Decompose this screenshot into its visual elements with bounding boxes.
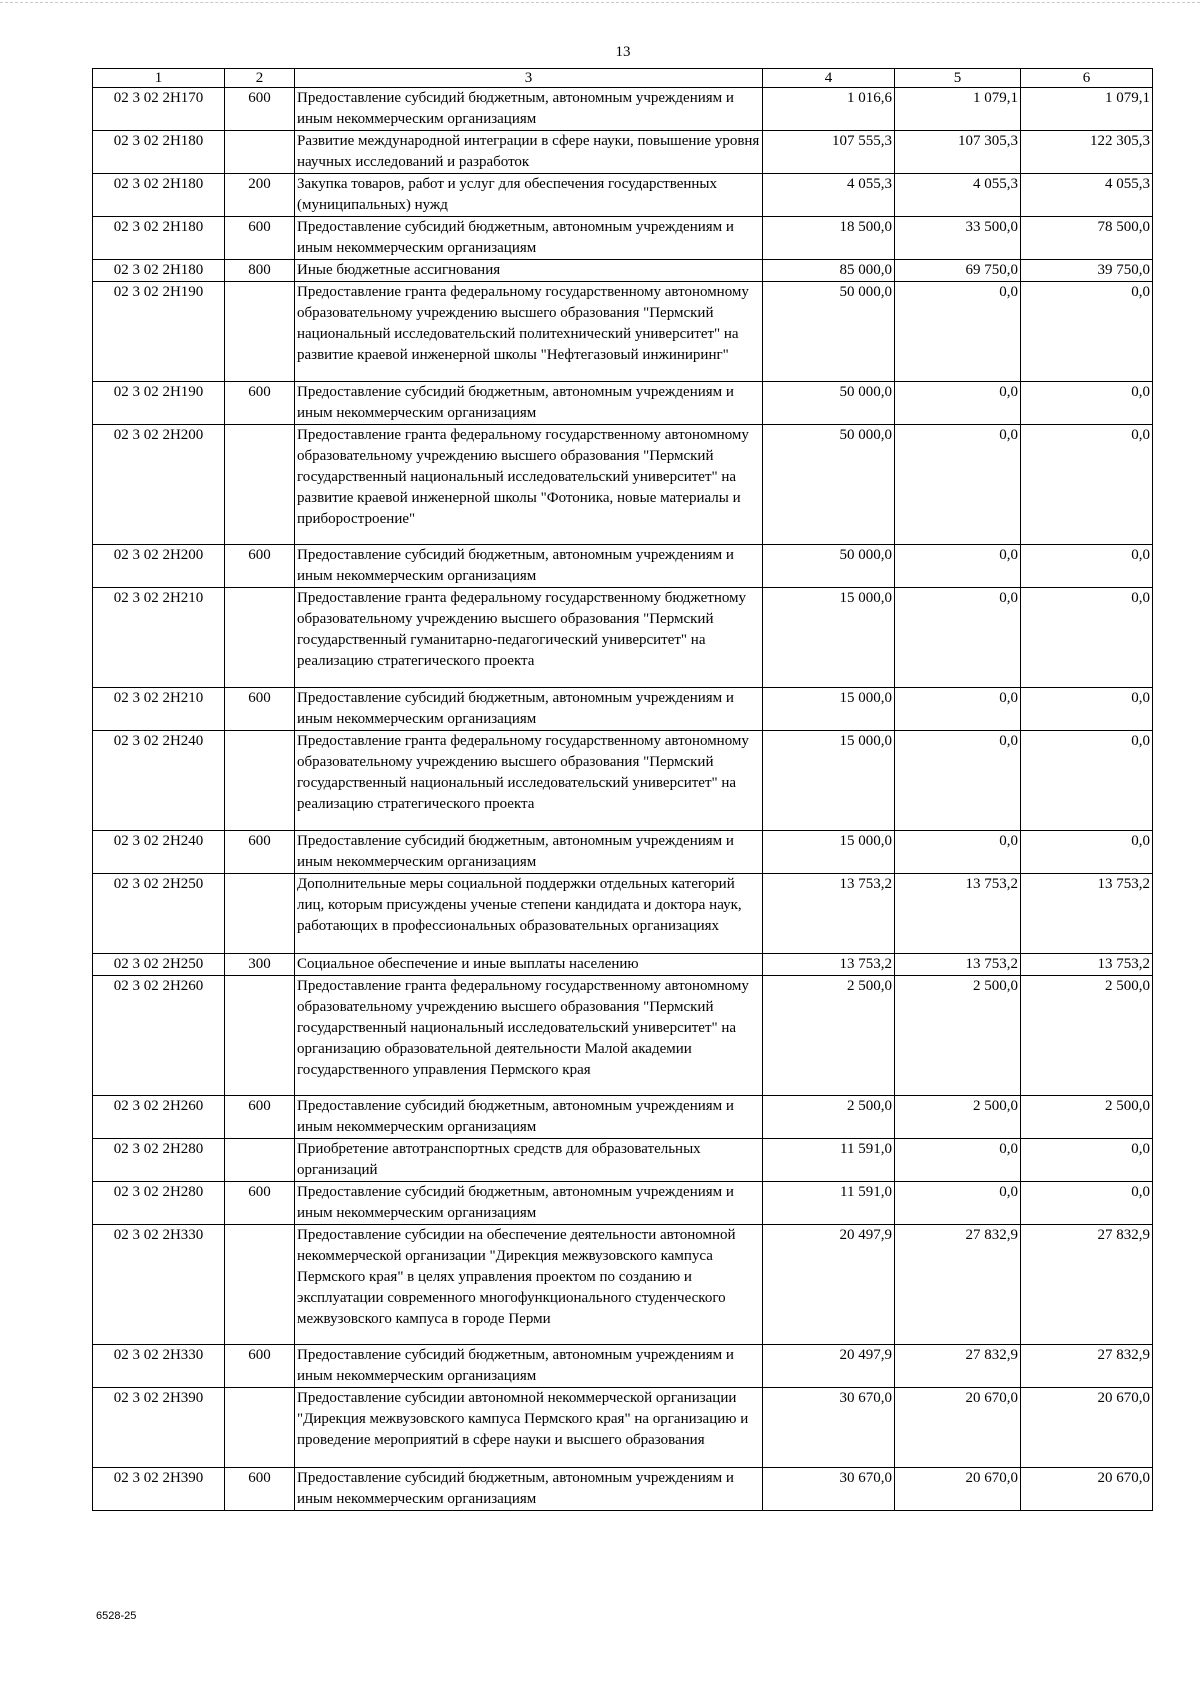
cell-amount-year-3: 39 750,0 [1021,260,1153,282]
cell-expense-type: 800 [225,260,295,282]
header-col-1: 1 [93,69,225,88]
table-row [93,1468,1153,1511]
cell-amount-year-2: 107 305,3 [895,131,1021,174]
cell-expense-type: 600 [225,1096,295,1139]
table-row [93,282,1153,382]
cell-amount-year-1: 13 753,2 [763,874,895,954]
cell-expense-type [225,131,295,174]
cell-description: Предоставление субсидий бюджетным, автономным учреждениям и иным некоммерческим организациям [295,217,763,260]
cell-description: Дополнительные меры социальной поддержки отдельных категорий лиц, которым присуждены ученые степени кандидата и доктора наук, работающих в профессиональных образовательных организациях [295,874,763,954]
cell-amount-year-3: 0,0 [1021,831,1153,874]
cell-code: 02 3 02 2Н180 [93,260,225,282]
cell-code: 02 3 02 2Н180 [93,174,225,217]
table-row [93,260,1153,282]
cell-expense-type [225,588,295,688]
table-row [93,1225,1153,1345]
scan-edge-line [0,2,1200,3]
cell-expense-type [225,874,295,954]
cell-code: 02 3 02 2Н240 [93,731,225,831]
table-row [93,976,1153,1096]
table-row [93,831,1153,874]
cell-amount-year-3: 20 670,0 [1021,1468,1153,1511]
cell-code: 02 3 02 2Н390 [93,1388,225,1468]
cell-amount-year-3: 27 832,9 [1021,1345,1153,1388]
table-row [93,588,1153,688]
cell-code: 02 3 02 2Н200 [93,425,225,545]
cell-description: Предоставление субсидий бюджетным, автономным учреждениям и иным некоммерческим организациям [295,688,763,731]
cell-code: 02 3 02 2Н180 [93,217,225,260]
cell-amount-year-2: 0,0 [895,382,1021,425]
cell-description: Закупка товаров, работ и услуг для обеспечения государственных (муниципальных) нужд [295,174,763,217]
cell-description: Предоставление субсидии на обеспечение деятельности автономной некоммерческой организации "Дирекция межвузовского кампуса Пермского края" в целях управления проектом по созданию и эксплуатации современного многофункционального студенческого межвузовского кампуса в городе Перми [295,1225,763,1345]
cell-code: 02 3 02 2Н260 [93,976,225,1096]
cell-code: 02 3 02 2Н240 [93,831,225,874]
cell-amount-year-1: 15 000,0 [763,588,895,688]
cell-description: Предоставление субсидий бюджетным, автономным учреждениям и иным некоммерческим организациям [295,382,763,425]
cell-amount-year-2: 0,0 [895,282,1021,382]
cell-amount-year-2: 2 500,0 [895,1096,1021,1139]
cell-expense-type: 600 [225,88,295,131]
cell-amount-year-2: 1 079,1 [895,88,1021,131]
header-col-6: 6 [1021,69,1153,88]
cell-code: 02 3 02 2Н190 [93,282,225,382]
cell-amount-year-3: 0,0 [1021,731,1153,831]
cell-expense-type [225,731,295,831]
cell-code: 02 3 02 2Н210 [93,688,225,731]
cell-description: Развитие международной интеграции в сфере науки, повышение уровня научных исследований и разработок [295,131,763,174]
cell-description: Предоставление гранта федеральному государственному автономному образовательному учреждению высшего образования "Пермский государственный национальный исследовательский университет" на реализацию стратегического проекта [295,731,763,831]
budget-table [92,68,1153,1511]
cell-amount-year-1: 107 555,3 [763,131,895,174]
cell-code: 02 3 02 2Н330 [93,1225,225,1345]
cell-amount-year-2: 0,0 [895,1139,1021,1182]
cell-amount-year-1: 15 000,0 [763,688,895,731]
cell-code: 02 3 02 2Н250 [93,874,225,954]
cell-expense-type [225,976,295,1096]
table-row [93,425,1153,545]
cell-amount-year-1: 50 000,0 [763,425,895,545]
cell-amount-year-3: 2 500,0 [1021,976,1153,1096]
cell-code: 02 3 02 2Н390 [93,1468,225,1511]
cell-expense-type [225,1139,295,1182]
cell-description: Предоставление гранта федеральному государственному автономному образовательному учреждению высшего образования "Пермский государственный национальный исследовательский университет" на развитие краевой инженерной школы "Фотоника, новые материалы и приборостроение" [295,425,763,545]
cell-amount-year-3: 13 753,2 [1021,874,1153,954]
table-row [93,954,1153,976]
cell-amount-year-1: 11 591,0 [763,1139,895,1182]
cell-code: 02 3 02 2Н200 [93,545,225,588]
cell-amount-year-3: 0,0 [1021,425,1153,545]
cell-description: Предоставление гранта федеральному государственному автономному образовательному учреждению высшего образования "Пермский национальный исследовательский политехнический университет" на развитие краевой инженерной школы "Нефтегазовый инжиниринг" [295,282,763,382]
cell-amount-year-2: 33 500,0 [895,217,1021,260]
cell-amount-year-1: 11 591,0 [763,1182,895,1225]
cell-amount-year-3: 0,0 [1021,588,1153,688]
cell-code: 02 3 02 2Н260 [93,1096,225,1139]
cell-description: Предоставление субсидий бюджетным, автономным учреждениям и иным некоммерческим организациям [295,1468,763,1511]
cell-amount-year-2: 0,0 [895,545,1021,588]
cell-description: Предоставление субсидий бюджетным, автономным учреждениям и иным некоммерческим организациям [295,1182,763,1225]
cell-description: Предоставление субсидий бюджетным, автономным учреждениям и иным некоммерческим организациям [295,1345,763,1388]
cell-description: Социальное обеспечение и иные выплаты населению [295,954,763,976]
table-row [93,731,1153,831]
cell-amount-year-3: 1 079,1 [1021,88,1153,131]
cell-amount-year-3: 0,0 [1021,545,1153,588]
table-row [93,1345,1153,1388]
cell-expense-type: 600 [225,1468,295,1511]
cell-amount-year-1: 50 000,0 [763,282,895,382]
table-row [93,88,1153,131]
cell-amount-year-2: 13 753,2 [895,874,1021,954]
cell-code: 02 3 02 2Н190 [93,382,225,425]
cell-code: 02 3 02 2Н210 [93,588,225,688]
cell-amount-year-1: 2 500,0 [763,1096,895,1139]
table-row [93,217,1153,260]
cell-expense-type [225,282,295,382]
header-row [93,69,1153,88]
cell-amount-year-1: 15 000,0 [763,831,895,874]
cell-amount-year-3: 78 500,0 [1021,217,1153,260]
cell-amount-year-1: 13 753,2 [763,954,895,976]
cell-expense-type [225,425,295,545]
cell-code: 02 3 02 2Н250 [93,954,225,976]
header-col-3: 3 [295,69,763,88]
cell-amount-year-2: 13 753,2 [895,954,1021,976]
cell-amount-year-3: 0,0 [1021,1139,1153,1182]
table-row [93,545,1153,588]
table-row [93,1388,1153,1468]
cell-amount-year-3: 27 832,9 [1021,1225,1153,1345]
cell-expense-type: 600 [225,688,295,731]
table-row [93,1096,1153,1139]
cell-amount-year-1: 2 500,0 [763,976,895,1096]
table-row [93,382,1153,425]
cell-amount-year-2: 20 670,0 [895,1388,1021,1468]
cell-amount-year-3: 4 055,3 [1021,174,1153,217]
cell-amount-year-1: 30 670,0 [763,1388,895,1468]
cell-expense-type [225,1388,295,1468]
cell-amount-year-2: 2 500,0 [895,976,1021,1096]
cell-expense-type: 600 [225,545,295,588]
cell-amount-year-1: 85 000,0 [763,260,895,282]
cell-amount-year-3: 2 500,0 [1021,1096,1153,1139]
cell-amount-year-1: 15 000,0 [763,731,895,831]
cell-description: Предоставление субсидии автономной некоммерческой организации "Дирекция межвузовского кампуса Пермского края" на организацию и проведение мероприятий в сфере науки и высшего образования [295,1388,763,1468]
cell-amount-year-2: 0,0 [895,831,1021,874]
header-col-4: 4 [763,69,895,88]
cell-code: 02 3 02 2Н330 [93,1345,225,1388]
cell-amount-year-2: 27 832,9 [895,1345,1021,1388]
cell-code: 02 3 02 2Н180 [93,131,225,174]
cell-description: Предоставление субсидий бюджетным, автономным учреждениям и иным некоммерческим организациям [295,831,763,874]
cell-amount-year-3: 0,0 [1021,688,1153,731]
cell-description: Приобретение автотранспортных средств для образовательных организаций [295,1139,763,1182]
cell-amount-year-1: 50 000,0 [763,545,895,588]
cell-description: Предоставление гранта федеральному государственному бюджетному образовательному учреждению высшего образования "Пермский государственный гуманитарно-педагогический университет" на реализацию стратегического проекта [295,588,763,688]
cell-amount-year-2: 0,0 [895,688,1021,731]
document-code: 6528-25 [96,1610,137,1622]
header-col-2: 2 [225,69,295,88]
table-row [93,874,1153,954]
cell-description: Предоставление субсидий бюджетным, автономным учреждениям и иным некоммерческим организациям [295,88,763,131]
cell-expense-type [225,1225,295,1345]
cell-amount-year-2: 4 055,3 [895,174,1021,217]
cell-amount-year-1: 18 500,0 [763,217,895,260]
cell-expense-type: 600 [225,382,295,425]
cell-amount-year-2: 0,0 [895,425,1021,545]
cell-amount-year-3: 0,0 [1021,282,1153,382]
table-row [93,1139,1153,1182]
cell-expense-type: 600 [225,1182,295,1225]
cell-amount-year-2: 0,0 [895,1182,1021,1225]
cell-code: 02 3 02 2Н170 [93,88,225,131]
cell-code: 02 3 02 2Н280 [93,1139,225,1182]
cell-expense-type: 600 [225,217,295,260]
cell-amount-year-2: 69 750,0 [895,260,1021,282]
cell-amount-year-3: 0,0 [1021,1182,1153,1225]
cell-amount-year-3: 13 753,2 [1021,954,1153,976]
cell-amount-year-1: 20 497,9 [763,1225,895,1345]
cell-amount-year-3: 20 670,0 [1021,1388,1153,1468]
cell-amount-year-1: 1 016,6 [763,88,895,131]
cell-description: Иные бюджетные ассигнования [295,260,763,282]
cell-expense-type: 600 [225,1345,295,1388]
cell-amount-year-2: 20 670,0 [895,1468,1021,1511]
cell-amount-year-1: 50 000,0 [763,382,895,425]
cell-code: 02 3 02 2Н280 [93,1182,225,1225]
cell-amount-year-2: 27 832,9 [895,1225,1021,1345]
cell-amount-year-3: 122 305,3 [1021,131,1153,174]
cell-expense-type: 600 [225,831,295,874]
cell-amount-year-1: 30 670,0 [763,1468,895,1511]
cell-amount-year-2: 0,0 [895,731,1021,831]
cell-amount-year-1: 4 055,3 [763,174,895,217]
header-col-5: 5 [895,69,1021,88]
cell-amount-year-3: 0,0 [1021,382,1153,425]
table-row [93,131,1153,174]
cell-amount-year-2: 0,0 [895,588,1021,688]
table-row [93,174,1153,217]
cell-description: Предоставление гранта федеральному государственному автономному образовательному учреждению высшего образования "Пермский государственный национальный исследовательский университет" на организацию образовательной деятельности Малой академии государственного управления Пермского края [295,976,763,1096]
cell-amount-year-1: 20 497,9 [763,1345,895,1388]
cell-description: Предоставление субсидий бюджетным, автономным учреждениям и иным некоммерческим организациям [295,1096,763,1139]
cell-expense-type: 200 [225,174,295,217]
cell-description: Предоставление субсидий бюджетным, автономным учреждениям и иным некоммерческим организациям [295,545,763,588]
table-row [93,688,1153,731]
cell-expense-type: 300 [225,954,295,976]
table-row [93,1182,1153,1225]
page-number: 13 [615,44,631,60]
